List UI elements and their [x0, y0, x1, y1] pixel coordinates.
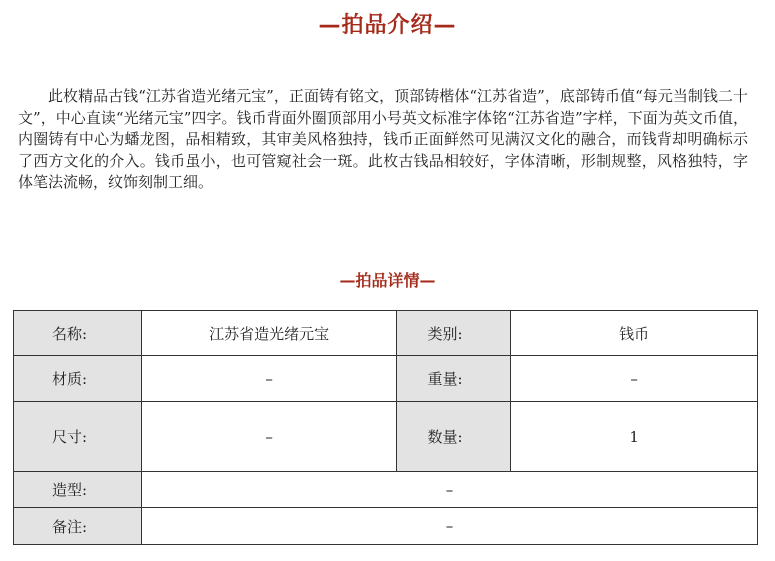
section-title: —拍品介绍— [318, 13, 457, 38]
quantity-label: 数量: [397, 402, 511, 472]
notes-value: – [141, 508, 757, 545]
table-row [14, 472, 758, 508]
material-label: 材质: [14, 356, 142, 402]
table-row [14, 311, 758, 356]
material-value: – [141, 356, 397, 402]
shape-label: 造型: [14, 472, 142, 508]
size-value: – [141, 402, 397, 472]
details-table [13, 310, 758, 545]
category-value: 钱币 [511, 311, 758, 356]
category-label: 类别: [397, 311, 511, 356]
details-title: —拍品详情— [339, 271, 436, 290]
table-row [14, 508, 758, 545]
quantity-value: 1 [511, 402, 758, 472]
weight-label: 重量: [397, 356, 511, 402]
table-row [14, 356, 758, 402]
table-row [14, 402, 758, 472]
name-value: 江苏省造光绪元宝 [141, 311, 397, 356]
name-label: 名称: [14, 311, 142, 356]
notes-label: 备注: [14, 508, 142, 545]
shape-value: – [141, 472, 757, 508]
lot-description: 此枚精品古钱“江苏省造光绪元宝”，正面铸有铭文，顶部铸楷体“江苏省造”，底部铸币值“每元当制钱二十文”，中心直读“光绪元宝”四字。钱币背面外圈顶部用小号英文标准字体铭“江苏省造”字样，下面为英文币值，内圈铸有中心为蟠龙图，品相精致，其审美风格独持，钱币正面鲜然可见满汉文化的融合，而钱背却明确标示了西方文化的介入。钱币虽小，也可管窥社会一斑。此枚古钱品相较好，字体清晰，形制规整，风格独特，字体笔法流畅，纹饰刻制工细。 [18, 87, 748, 191]
weight-value: – [511, 356, 758, 402]
size-label: 尺寸: [14, 402, 142, 472]
